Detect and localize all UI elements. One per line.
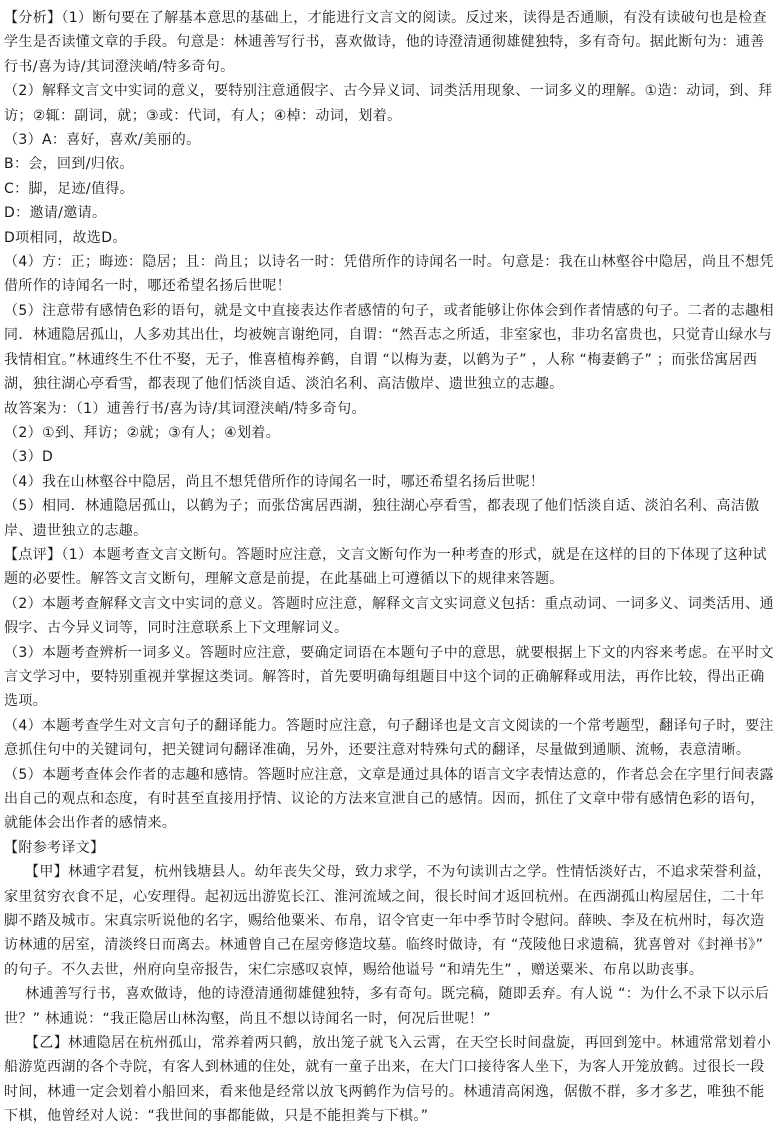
answer-3: （3）D [4, 449, 54, 466]
analysis-part-5: （5）注意带有感情色彩的语句，就是文中直接表达作者感情的句子，或者能够让你体会到作者情感的句子。二者的志趣相同．林逋隐居孤山，人多劝其出仕，均被婉言谢绝同，自谓：“然吾志之所适，非室家也，非功名富贵也，只觉青山绿水与我情相宜。”林逋终生不仕不娶，无子，惟喜植梅养鹤，自谓 “以梅为妻，以鹤为子” ，人称 “梅妻鹤子” ；而张岱寓居西湖，独往湖心亭看雪，都表现了他们恬淡自适、淡泊名利、高洁傲岸、遗世独立的志趣。 [4, 302, 774, 393]
answer-4: （4）我在山林壑谷中隐居，尚且不想凭借所作的诗闻名一时，哪还希望名扬后世呢！ [4, 473, 545, 490]
comment-2: （2）本题考查解释文言文中实词的意义。答题时应注意，解释文言文实词意义包括：重点动词、一词多义、词类活用、通假字、古今异义词等，同时注意联系上下文理解词义。 [4, 595, 774, 637]
translation-header: 【附参考译文】 [4, 839, 105, 856]
analysis-section [4, 6, 776, 397]
answer-5: （5）相同．林逋隐居孤山，以鹤为子；而张岱寓居西湖，独往湖心亭看雪，都表现了他们恬淡自适、淡泊名利、高洁傲岸、遗世独立的志趣。 [4, 498, 760, 539]
analysis-part-3-conclusion: D项相同，故选D。 [4, 229, 127, 246]
translation-yi: 【乙】林逋隐居在杭州孤山，常养着两只鹤，放出笼子就飞入云霄，在天空长时间盘旋，再回到笼中。林逋常常划着小船游览西湖的各个寺院，有客人到林逋的住处，就有一童子出来，在大门口接待客人坐下，为客人开笼放鹤。过很长一段时间，林逋一定会划着小船回来，看来他是经常以放飞两鹤作为信号的。林逋清高闲逸，倨傲不群，多才多艺，唯独不能下棋，他曾经对人说：“我世间的事都能做，只是不能担粪与下棋。” [4, 1035, 772, 1125]
analysis-part-3c: C：脚，足迹/值得。 [4, 180, 134, 197]
analysis-part-4: （4）方：正；晦迹：隐居；且：尚且；以诗名一时：凭借所作的诗闻名一时。句意是：我在山林壑谷中隐居，尚且不想凭借所作的诗闻名一时，哪还希望名扬后世呢！ [4, 254, 774, 295]
analysis-part-3d: D：邀请/邀请。 [4, 205, 107, 222]
translation-jia-2: 林逋善写行书，喜欢做诗，他的诗澄清通彻雄健独特，多有奇句。既完稿，随即丢弃。有人说 “：为什么不录下以示后世？” 林逋说：“我正隐居山林沟壑，尚且不想以诗闻名一时，何况后世呢！” [4, 986, 770, 1027]
analysis-part-2: （2）解释文言文中实词的意义，要特别注意通假字、古今异义词、词类活用现象、一词多义的理解。①造：动词，到、拜访；②辄：副词，就；③或：代词，有人；④棹：动词，划着。 [4, 83, 773, 124]
comment-4: （4）本题考查学生对文言句子的翻译能力。答题时应注意，句子翻译也是文言文阅读的一个常考题型，翻译句子时，要注意抓住句中的关键词句，把关键词句翻译准确，另外，还要注意对特殊句式的翻译，尽量做到通顺、流畅，表意清晰。 [4, 717, 774, 759]
comment-3: （3）本题考查辨析一词多义。答题时应注意，要确定词语在本题句子中的意思，就要根据上下文的内容来考虑。在平时文言文学习中，要特别重视并掌握这类词。解答时，首先要明确每组题目中这个词的正确解释或用法，再作比较，得出正确选项。 [4, 644, 774, 710]
answer-section [4, 397, 776, 543]
analysis-part-1: 【分析】（1）断句要在了解基本意思的基础上，才能进行文言文的阅读。反过来，读得是否通顺，有没有读破句也是检查学生是否读懂文章的手段。句意是：林逋善写行书，喜欢做诗，他的诗澄清通彻雄健独特，多有奇句。据此断句为：逋善行书/喜为诗/其词澄浃峭/特多奇句。 [4, 10, 767, 75]
answer-1: 故答案为：（1）逋善行书/喜为诗/其词澄浃峭/特多奇句。 [4, 400, 366, 417]
translation-section [4, 836, 776, 1129]
answer-2: （2）①到、拜访；②就；③有人；④划着。 [4, 424, 281, 441]
analysis-part-3b: B：会，回到/归依。 [4, 156, 134, 173]
comment-section [4, 543, 776, 836]
comment-5: （5）本题考查体会作者的志趣和感情。答题时应注意，文章是通过具体的语言文字表情达意的，作者总会在字里行间表露出自己的观点和态度，有时甚至直接用抒情、议论的方法来宣泄自己的感情。因而，抓住了文章中带有感情色彩的语句，就能体会出作者的感情来。 [4, 766, 774, 832]
comment-1: 【点评】（1）本题考查文言文断句。答题时应注意，文言文断句作为一种考查的形式，就是在这样的目的下体现了这种试题的必要性。解答文言文断句，理解文意是前提，在此基础上可遵循以下的规律来答题。 [4, 546, 767, 588]
translation-jia-1: 【甲】林逋字君复，杭州钱塘县人。幼年丧失父母，致力求学，不为句读训古之学。性情恬淡好古，不追求荣誉利益，家里贫穷衣食不足，心安理得。起初远出游览长江、淮河流域之间，很长时间才返回杭州。在西湖孤山构屋居住，二十年脚不踏及城市。宋真宗听说他的名字，赐给他粟米、布帛，诏令官吏一年中季节时令慰问。薛映、李及在杭州时，每次造访林逋的居室，清淡终日而离去。林逋曾自己在屋旁修造坟墓。临终时做诗，有 “茂陵他日求遗稿，犹喜曾对《封禅书》” 的句子。不久去世，州府向皇帝报告，宋仁宗感叹哀悼，赐给他谥号 “和靖先生” ，赠送粟米、布帛以助丧事。 [4, 864, 772, 978]
analysis-part-3a: （3）A：喜好，喜欢/美丽的。 [4, 132, 201, 149]
